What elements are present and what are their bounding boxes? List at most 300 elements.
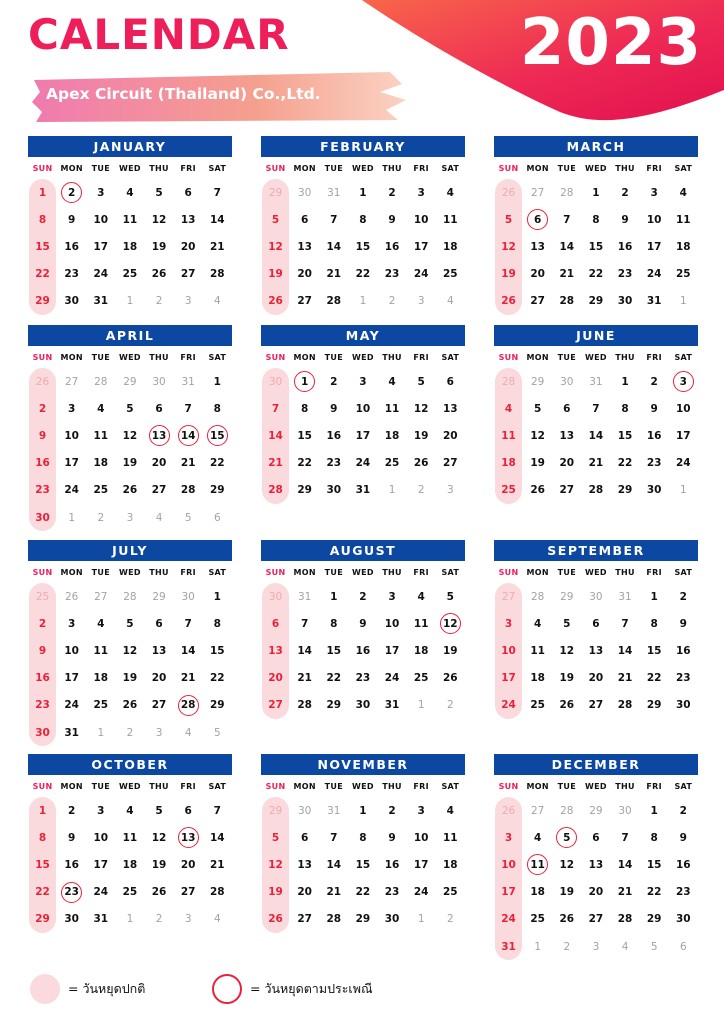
day-cell	[57, 206, 86, 233]
day-number: 2	[38, 617, 47, 630]
day-number: 1	[359, 186, 367, 199]
day-number: 28	[617, 699, 633, 712]
weekday-header-row	[261, 563, 465, 583]
day-cell	[86, 179, 115, 206]
day-number: 4	[97, 402, 105, 415]
day-cell	[669, 851, 698, 878]
day-grid	[261, 368, 465, 504]
day-cell	[319, 879, 348, 906]
day-number: 1	[38, 804, 47, 817]
day-number: 29	[210, 484, 225, 497]
day-number: 6	[213, 511, 221, 524]
day-number: 14	[617, 644, 633, 657]
day-number: 26	[35, 375, 50, 388]
day-number: 27	[151, 699, 167, 712]
day-number: 18	[443, 858, 458, 871]
day-cell	[348, 692, 377, 719]
day-number: 11	[93, 429, 109, 442]
day-cell	[115, 797, 144, 824]
day-number: 11	[384, 402, 400, 415]
weekday-header-row	[261, 159, 465, 179]
day-number: 4	[504, 402, 513, 415]
day-cell	[436, 692, 465, 719]
day-cell	[290, 368, 319, 395]
day-cell	[261, 824, 290, 851]
day-number: 24	[93, 886, 109, 899]
day-number: 14	[326, 240, 342, 253]
day-cell	[28, 395, 57, 422]
day-number: 27	[530, 295, 545, 308]
day-cell	[57, 477, 86, 504]
day-cell	[669, 206, 698, 233]
day-number: 13	[443, 402, 458, 415]
day-number: 27	[180, 268, 196, 281]
day-number: 24	[501, 699, 516, 712]
day-number: 12	[151, 213, 167, 226]
day-cell	[436, 395, 465, 422]
day-number: 8	[650, 617, 658, 630]
weekday-label: THU	[615, 568, 635, 577]
day-number: 11	[413, 617, 429, 630]
day-number: 9	[650, 402, 658, 415]
day-cell	[348, 261, 377, 288]
day-cell	[552, 824, 581, 851]
day-number: 2	[330, 375, 338, 388]
weekday-label: WED	[585, 782, 607, 791]
day-cell	[115, 906, 144, 933]
day-number: 9	[38, 429, 47, 442]
weekday-label: WED	[585, 568, 607, 577]
day-number: 31	[327, 186, 341, 199]
day-number: 27	[559, 484, 575, 497]
day-number: 27	[297, 295, 312, 308]
weekday-label: SUN	[265, 353, 286, 362]
day-cell	[407, 610, 436, 637]
day-number: 2	[563, 940, 571, 953]
day-cell	[145, 206, 174, 233]
day-number: 3	[417, 804, 425, 817]
day-cell	[28, 261, 57, 288]
day-cell	[552, 206, 581, 233]
day-number: 30	[298, 186, 312, 199]
day-cell	[115, 395, 144, 422]
day-number: 28	[560, 186, 574, 199]
weekday-label: WED	[352, 568, 374, 577]
day-number: 26	[530, 484, 545, 497]
day-cell	[290, 395, 319, 422]
weekday-label: WED	[119, 782, 141, 791]
day-cell	[581, 879, 610, 906]
day-number: 30	[676, 699, 691, 712]
day-number: 23	[35, 699, 50, 712]
day-cell	[378, 851, 407, 878]
weekday-label: FRI	[180, 568, 196, 577]
day-number: 20	[588, 672, 604, 685]
day-cell	[581, 583, 610, 610]
day-cell	[436, 610, 465, 637]
day-number: 30	[268, 590, 283, 603]
day-cell	[290, 906, 319, 933]
day-number: 3	[68, 402, 76, 415]
day-number: 8	[213, 617, 221, 630]
day-cell	[290, 288, 319, 315]
weekday-label: THU	[382, 164, 402, 173]
day-number: 31	[355, 484, 371, 497]
day-number: 7	[184, 617, 192, 630]
day-number: 28	[501, 375, 516, 388]
day-number: 18	[676, 240, 691, 253]
day-number: 24	[93, 268, 109, 281]
day-cell	[523, 851, 552, 878]
day-cell	[523, 824, 552, 851]
day-cell	[319, 824, 348, 851]
weekday-label: SAT	[208, 568, 227, 577]
day-number: 11	[122, 213, 138, 226]
day-cell	[611, 288, 640, 315]
day-cell	[348, 879, 377, 906]
day-number: 31	[384, 699, 400, 712]
day-number: 26	[122, 484, 138, 497]
day-cell	[86, 233, 115, 260]
day-number: 26	[501, 804, 516, 817]
day-number: 16	[35, 672, 50, 685]
day-cell	[174, 450, 203, 477]
day-number: 13	[297, 240, 312, 253]
day-number: 12	[413, 402, 429, 415]
day-number: 2	[446, 699, 454, 712]
day-cell	[436, 233, 465, 260]
day-cell	[523, 797, 552, 824]
day-number: 21	[326, 886, 342, 899]
day-cell	[261, 288, 290, 315]
day-number: 11	[501, 429, 516, 442]
day-cell	[174, 504, 203, 531]
day-number: 24	[413, 268, 429, 281]
day-cell	[581, 851, 610, 878]
day-cell	[407, 583, 436, 610]
day-number: 22	[355, 268, 371, 281]
day-cell	[174, 261, 203, 288]
day-cell	[669, 233, 698, 260]
day-number: 8	[621, 402, 629, 415]
day-cell	[348, 610, 377, 637]
day-number: 8	[330, 617, 338, 630]
weekday-label: MON	[293, 353, 316, 362]
day-cell	[261, 851, 290, 878]
day-number: 7	[330, 831, 338, 844]
day-cell	[552, 933, 581, 960]
day-cell	[203, 179, 232, 206]
weekday-label: WED	[119, 568, 141, 577]
day-cell	[378, 395, 407, 422]
day-number: 2	[621, 186, 629, 199]
day-number: 17	[64, 457, 79, 470]
day-cell	[407, 206, 436, 233]
day-number: 18	[530, 886, 545, 899]
day-cell	[261, 233, 290, 260]
day-cell	[28, 665, 57, 692]
day-number: 4	[534, 831, 542, 844]
day-cell	[523, 395, 552, 422]
day-number: 16	[676, 858, 691, 871]
day-cell	[436, 368, 465, 395]
weekday-label: THU	[615, 782, 635, 791]
day-number: 5	[271, 831, 280, 844]
day-cell	[86, 879, 115, 906]
day-cell	[290, 610, 319, 637]
day-number: 22	[646, 672, 662, 685]
pink-dot-icon	[30, 974, 60, 1004]
day-cell	[640, 692, 669, 719]
day-number: 17	[93, 240, 109, 253]
day-cell	[348, 665, 377, 692]
day-cell	[261, 665, 290, 692]
day-cell	[115, 233, 144, 260]
day-number: 25	[676, 268, 691, 281]
red-circle-icon	[212, 974, 242, 1004]
day-number: 17	[413, 858, 429, 871]
day-number: 24	[355, 457, 371, 470]
month-header: OCTOBER	[28, 754, 232, 775]
day-cell	[115, 450, 144, 477]
day-cell	[669, 422, 698, 449]
day-cell	[611, 797, 640, 824]
weekday-label: THU	[615, 164, 635, 173]
day-cell	[145, 797, 174, 824]
day-cell	[145, 477, 174, 504]
day-number: 18	[501, 457, 516, 470]
weekday-label: MON	[60, 164, 83, 173]
day-number: 29	[35, 295, 50, 308]
day-number: 1	[417, 699, 425, 712]
day-cell	[611, 824, 640, 851]
day-cell	[494, 261, 523, 288]
day-cell	[319, 261, 348, 288]
day-cell	[494, 665, 523, 692]
weekday-label: MON	[526, 568, 549, 577]
weekday-label: SAT	[674, 353, 693, 362]
day-cell	[319, 206, 348, 233]
weekday-label: TUE	[324, 782, 343, 791]
day-number: 13	[530, 240, 545, 253]
day-cell	[174, 288, 203, 315]
day-number: 21	[180, 672, 196, 685]
day-cell	[640, 665, 669, 692]
weekday-label: MON	[293, 782, 316, 791]
weekday-header-row	[494, 159, 698, 179]
day-number: 23	[35, 484, 50, 497]
day-number: 25	[530, 699, 545, 712]
day-cell	[407, 395, 436, 422]
day-number: 16	[646, 429, 662, 442]
day-cell	[145, 906, 174, 933]
day-number: 15	[355, 858, 371, 871]
day-number: 15	[646, 858, 662, 871]
day-cell	[28, 851, 57, 878]
day-cell	[669, 637, 698, 664]
day-cell	[203, 583, 232, 610]
day-number: 1	[621, 375, 629, 388]
legend-regular-holiday	[30, 974, 145, 1004]
day-cell	[145, 179, 174, 206]
day-cell	[669, 665, 698, 692]
day-cell	[319, 797, 348, 824]
day-number: 3	[184, 913, 192, 926]
day-number: 12	[151, 831, 167, 844]
day-number: 10	[676, 402, 691, 415]
day-cell	[640, 610, 669, 637]
day-number: 2	[38, 402, 47, 415]
weekday-label: TUE	[91, 782, 110, 791]
day-number: 29	[268, 804, 283, 817]
day-cell	[57, 288, 86, 315]
day-cell	[436, 422, 465, 449]
day-number: 18	[384, 429, 400, 442]
day-cell	[552, 261, 581, 288]
month-header: SEPTEMBER	[494, 540, 698, 561]
day-number: 11	[527, 854, 548, 875]
day-cell	[28, 450, 57, 477]
day-number: 10	[64, 644, 79, 657]
day-number: 30	[35, 726, 50, 739]
day-cell	[348, 179, 377, 206]
day-cell	[640, 179, 669, 206]
day-number: 27	[268, 699, 283, 712]
day-cell	[611, 261, 640, 288]
day-number: 22	[297, 457, 312, 470]
day-number: 11	[93, 644, 109, 657]
weekday-label: MON	[526, 353, 549, 362]
day-number: 28	[326, 913, 342, 926]
day-cell	[611, 665, 640, 692]
day-number: 12	[559, 858, 575, 871]
day-number: 14	[210, 831, 225, 844]
day-cell	[203, 719, 232, 746]
weekday-label: SUN	[32, 568, 53, 577]
day-number: 19	[413, 429, 429, 442]
day-cell	[57, 261, 86, 288]
day-number: 13	[588, 644, 604, 657]
day-cell	[669, 906, 698, 933]
day-cell	[523, 206, 552, 233]
day-cell	[319, 477, 348, 504]
weekday-header-row	[494, 348, 698, 368]
day-cell	[611, 477, 640, 504]
day-number: 29	[531, 375, 545, 388]
day-number: 6	[155, 617, 163, 630]
weekday-label: SAT	[208, 164, 227, 173]
day-cell	[203, 261, 232, 288]
weekday-label: THU	[382, 782, 402, 791]
day-cell	[640, 288, 669, 315]
day-cell	[611, 583, 640, 610]
day-cell	[86, 824, 115, 851]
weekday-label: TUE	[557, 782, 576, 791]
day-number: 1	[126, 295, 134, 308]
day-cell	[115, 719, 144, 746]
day-cell	[523, 422, 552, 449]
day-number: 24	[501, 913, 516, 926]
day-number: 2	[155, 913, 163, 926]
day-number: 6	[563, 402, 571, 415]
day-cell	[581, 422, 610, 449]
day-number: 29	[588, 295, 604, 308]
day-cell	[145, 665, 174, 692]
day-number: 4	[621, 940, 629, 953]
day-cell	[552, 422, 581, 449]
day-number: 6	[271, 617, 280, 630]
day-cell	[640, 477, 669, 504]
day-cell	[552, 288, 581, 315]
weekday-label: TUE	[324, 353, 343, 362]
day-cell	[86, 851, 115, 878]
day-cell	[319, 288, 348, 315]
day-cell	[611, 879, 640, 906]
day-cell	[319, 233, 348, 260]
day-cell	[203, 233, 232, 260]
day-number: 9	[68, 831, 76, 844]
day-cell	[552, 368, 581, 395]
day-number: 25	[122, 268, 138, 281]
day-cell	[203, 422, 232, 449]
day-cell	[203, 288, 232, 315]
month-header: APRIL	[28, 325, 232, 346]
day-cell	[523, 933, 552, 960]
day-number: 13	[178, 827, 199, 848]
day-cell	[145, 368, 174, 395]
day-number: 26	[501, 295, 516, 308]
day-number: 8	[359, 213, 367, 226]
day-number: 7	[592, 402, 600, 415]
day-number: 29	[589, 804, 603, 817]
day-number: 27	[94, 590, 108, 603]
weekday-label: MON	[60, 782, 83, 791]
day-cell	[523, 692, 552, 719]
day-number: 12	[268, 240, 283, 253]
day-number: 29	[35, 913, 50, 926]
day-number: 9	[388, 831, 396, 844]
day-number: 31	[646, 295, 662, 308]
day-grid	[261, 797, 465, 933]
day-number: 3	[504, 617, 513, 630]
weekday-label: WED	[119, 164, 141, 173]
day-cell	[407, 261, 436, 288]
day-number: 4	[388, 375, 396, 388]
day-number: 28	[178, 695, 199, 716]
day-number: 3	[417, 295, 425, 308]
day-number: 29	[123, 375, 137, 388]
day-cell	[611, 906, 640, 933]
day-number: 22	[355, 886, 371, 899]
day-cell	[174, 179, 203, 206]
day-number: 23	[384, 268, 400, 281]
day-number: 24	[413, 886, 429, 899]
day-cell	[290, 450, 319, 477]
weekday-header-row	[494, 563, 698, 583]
day-number: 13	[151, 644, 167, 657]
day-cell	[378, 797, 407, 824]
day-number: 11	[443, 831, 458, 844]
day-number: 10	[93, 213, 109, 226]
day-number: 25	[93, 484, 109, 497]
day-cell	[407, 179, 436, 206]
day-cell	[494, 610, 523, 637]
day-cell	[378, 665, 407, 692]
day-cell	[494, 851, 523, 878]
day-number: 9	[679, 831, 687, 844]
day-cell	[290, 851, 319, 878]
day-number: 27	[65, 375, 79, 388]
